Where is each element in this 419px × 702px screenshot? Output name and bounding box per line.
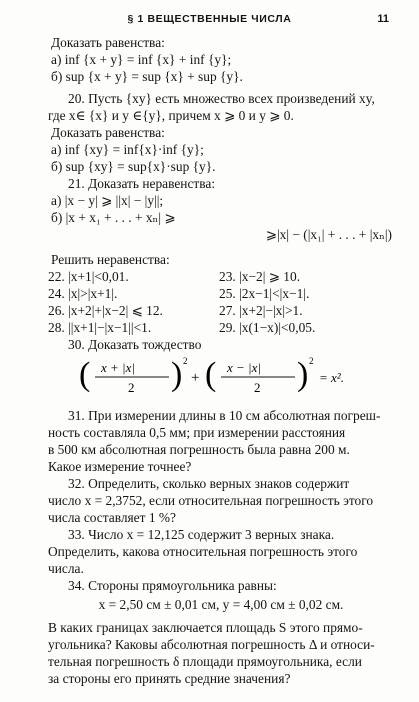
- svg-text:(: (: [205, 356, 217, 393]
- problem-34-line: за стороны его принять средние значения?: [48, 671, 291, 686]
- problem-33-line: Определить, какова относительная погрешность этого: [48, 544, 358, 559]
- problem-32-line: число x = 2,3752, если относительная погрешность этого: [48, 493, 374, 508]
- table-row: [48, 319, 315, 336]
- page-body: [48, 34, 394, 687]
- problem-34-heading: 34. Стороны прямоугольника равны:: [68, 578, 277, 593]
- text-line: Доказать равенства:: [51, 125, 165, 140]
- problem-34-line: тельная погрешность δ площади прямоугольника, если: [48, 654, 362, 669]
- text-line: б) sup {x + y} = sup {x} + sup {y}.: [51, 69, 243, 84]
- frac1-denominator: 2: [128, 380, 135, 395]
- inequality: 24. |x|>|x+1|.: [48, 286, 118, 301]
- frac1-numerator: x + |x|: [101, 360, 135, 375]
- inequalities-table: [48, 268, 315, 336]
- svg-text:): ): [297, 356, 309, 393]
- page-number: 11: [377, 13, 389, 25]
- formula-graphic: [71, 355, 371, 401]
- table-row: [48, 285, 315, 302]
- inequality: 27. |x+2|−|x|>1.: [219, 303, 303, 318]
- problem-20-line: где x∈ {x} и y ∈{y}, причем x ⩾ 0 и y ⩾ 0.: [48, 108, 294, 123]
- text-line: б) |x + x₁ + . . . + xₙ| ⩾: [51, 210, 176, 225]
- problem-30-heading: 30. Доказать тождество: [68, 337, 202, 352]
- svg-text:(: (: [79, 356, 91, 393]
- exponent: 2: [309, 356, 314, 366]
- problem-34-dimensions: x = 2,50 см ± 0,01 см, y = 4,00 см ± 0,02 см.: [98, 597, 344, 612]
- frac2-numerator: x − |x|: [227, 360, 261, 375]
- problem-34-line: угольника? Каковы абсолютная погрешность Δ и относи-: [48, 637, 375, 652]
- problem-33-line: числа.: [48, 561, 84, 576]
- svg-text:): ): [171, 356, 183, 393]
- inequality: 29. |x(1−x)|<0,05.: [219, 320, 316, 335]
- svg-text:+: +: [191, 370, 200, 386]
- table-row: [48, 302, 315, 319]
- problem-31-line: в 500 км абсолютная погрешность была равна 200 м.: [48, 442, 350, 457]
- problem-34-line: В каких границах заключается площадь S этого прямо-: [48, 620, 363, 635]
- frac2-denominator: 2: [254, 380, 261, 395]
- problem-32-line: 32. Определить, сколько верных знаков содержит: [68, 476, 350, 491]
- problem-31-line: Какое измерение точнее?: [48, 459, 192, 474]
- problem-31-line: 31. При измерении длины в 10 см абсолютная погреш-: [68, 408, 381, 423]
- problem-20-line: 20. Пусть {xy} есть множество всех произведений xy,: [68, 91, 375, 106]
- text-line: а) |x − y| ⩾ ||x| − |y||;: [51, 193, 164, 208]
- table-row: [48, 268, 315, 285]
- running-header: [0, 11, 419, 28]
- text-line: ⩾|x| − (|x₁| + . . . + |xₙ|): [265, 227, 392, 242]
- problem-31-line: ность составляла 0,5 мм; при измерении расстояния: [48, 425, 346, 440]
- inequality: 26. |x+2|+|x−2| ⩽ 12.: [48, 303, 163, 318]
- inequality: 23. |x−2| ⩾ 10.: [219, 269, 301, 284]
- inequality: 28. ||x+1|−|x−1||<1.: [48, 320, 152, 335]
- problem-32-line: числа составляет 1 %?: [48, 510, 176, 525]
- text-line: а) inf {x + y} = inf {x} + inf {y};: [51, 52, 232, 67]
- text-line: б) sup {xy} = sup{x}·sup {y}.: [51, 159, 216, 174]
- exponent: 2: [183, 356, 188, 366]
- identity-rhs: = x².: [319, 370, 344, 385]
- inequality: 22. |x+1|<0,01.: [48, 269, 129, 284]
- section-title: § 1 ВЕЩЕСТВЕННЫЕ ЧИСЛА: [127, 13, 292, 25]
- text-line: а) inf {xy} = inf{x}·inf {y};: [51, 142, 204, 157]
- inequality: 25. |2x−1|<|x−1|.: [219, 286, 310, 301]
- identity-formula: [48, 355, 394, 403]
- text-line: Решить неравенства:: [51, 252, 170, 267]
- problem-33-line: 33. Число x = 12,125 содержит 3 верных знака.: [68, 527, 335, 542]
- problem-21-heading: 21. Доказать неравенства:: [68, 176, 216, 191]
- text-line: Доказать равенства:: [51, 35, 165, 50]
